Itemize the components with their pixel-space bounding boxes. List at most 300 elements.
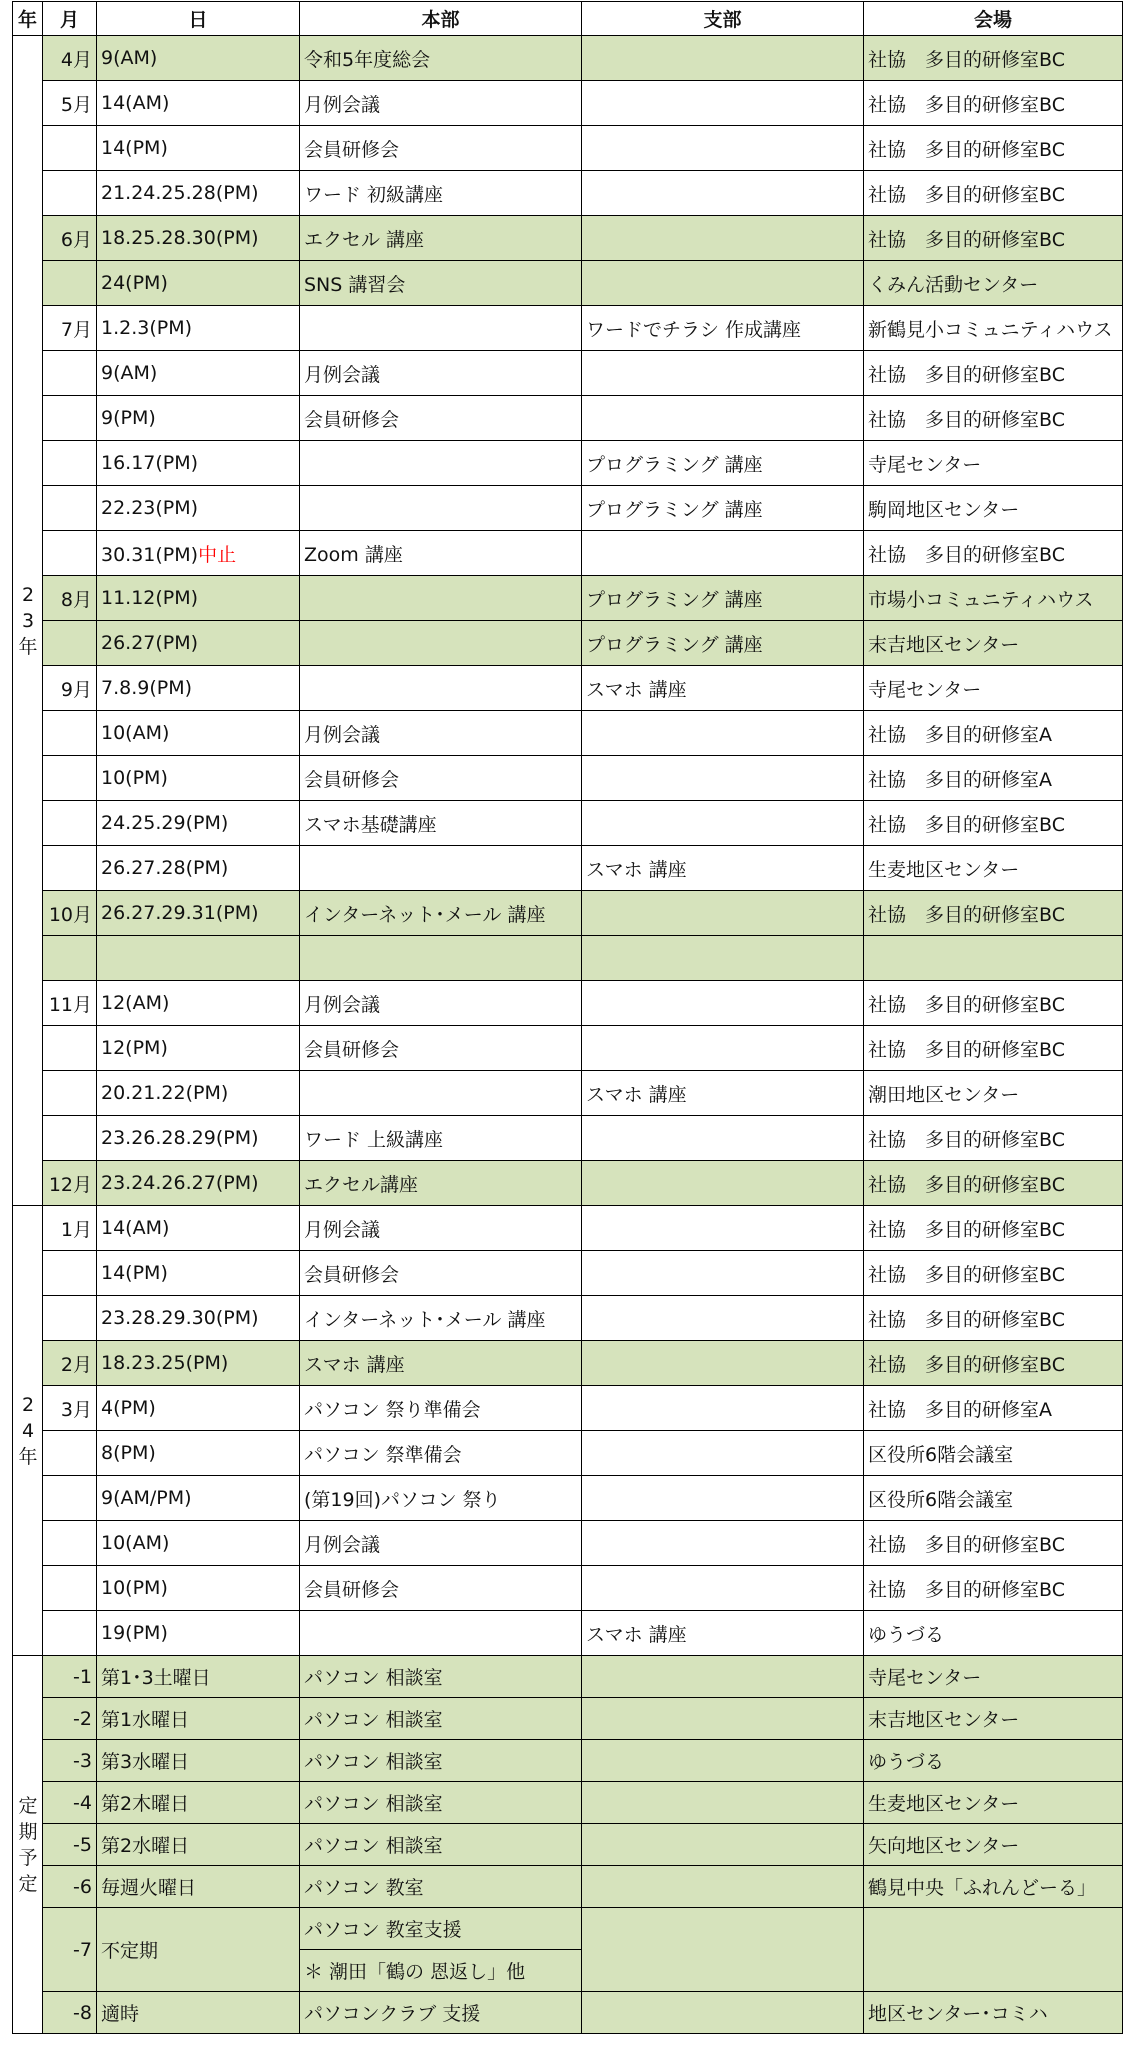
day-cell	[97, 81, 300, 126]
venue-cell: 社協 多目的研修室BC	[864, 1251, 1123, 1296]
day-cell	[97, 351, 300, 396]
hq-cell: 月例会議	[300, 981, 582, 1026]
month-cell: 8月	[43, 576, 97, 621]
month-cell	[43, 846, 97, 891]
day-cell	[97, 1431, 300, 1476]
month-cell: -6	[43, 1866, 97, 1908]
day-cell	[97, 756, 300, 801]
regular-row	[13, 1740, 1123, 1782]
table-row	[13, 711, 1123, 756]
day-cell	[97, 801, 300, 846]
venue-cell: 地区センター･コミハ	[864, 1992, 1123, 2034]
month-cell	[43, 1116, 97, 1161]
table-row	[13, 171, 1123, 216]
table-row	[13, 1431, 1123, 1476]
hq-cell	[300, 576, 582, 621]
day-cell	[97, 1341, 300, 1386]
table-row	[13, 306, 1123, 351]
year-cell	[13, 1206, 43, 1656]
venue-cell: 区役所6階会議室	[864, 1431, 1123, 1476]
venue-cell: くみん活動センター	[864, 261, 1123, 306]
venue-cell: 寺尾センター	[864, 441, 1123, 486]
day-cell: 第1水曜日	[97, 1698, 300, 1740]
day-cell: 第3水曜日	[97, 1740, 300, 1782]
table-row	[13, 351, 1123, 396]
day-cell: 適時	[97, 1992, 300, 2034]
day-cell	[97, 1476, 300, 1521]
cancelled-label: 中止	[198, 543, 237, 566]
month-cell	[43, 1071, 97, 1116]
day-text: 23.24.26.27(PM)	[101, 1172, 259, 1194]
venue-cell: 末吉地区センター	[864, 1698, 1123, 1740]
day-cell	[97, 1071, 300, 1116]
branch-cell	[582, 1386, 864, 1431]
regular-row	[13, 1866, 1123, 1908]
day-cell	[97, 1386, 300, 1431]
day-cell	[97, 126, 300, 171]
header-year: 年	[13, 2, 43, 36]
branch-cell	[582, 1251, 864, 1296]
venue-cell: 新鶴見小コミュニティハウス	[864, 306, 1123, 351]
venue-cell: 市場小コミュニティハウス	[864, 576, 1123, 621]
branch-cell	[582, 1521, 864, 1566]
table-row	[13, 81, 1123, 126]
regular-row	[13, 1908, 1123, 1950]
hq-cell: パソコン 教室	[300, 1866, 582, 1908]
day-cell	[97, 531, 300, 576]
header-hq: 本部	[300, 2, 582, 36]
regular-row	[13, 1782, 1123, 1824]
branch-cell	[582, 1116, 864, 1161]
hq-cell: Zoom 講座	[300, 531, 582, 576]
month-cell	[43, 351, 97, 396]
year-cell	[13, 36, 43, 1206]
venue-cell: 潮田地区センター	[864, 1071, 1123, 1116]
venue-cell: 社協 多目的研修室BC	[864, 1206, 1123, 1251]
day-cell	[97, 171, 300, 216]
day-cell: 不定期	[97, 1908, 300, 1992]
branch-cell	[582, 801, 864, 846]
month-cell	[43, 756, 97, 801]
table-row	[13, 1071, 1123, 1116]
hq-cell: 会員研修会	[300, 396, 582, 441]
branch-cell	[582, 531, 864, 576]
hq-cell: 月例会議	[300, 81, 582, 126]
day-text: 10(PM)	[101, 1577, 168, 1599]
hq-cell: パソコン 祭準備会	[300, 1431, 582, 1476]
table-row	[13, 1206, 1123, 1251]
day-text: 24(PM)	[101, 272, 168, 294]
hq-cell: 会員研修会	[300, 756, 582, 801]
hq-cell: 月例会議	[300, 711, 582, 756]
day-cell: 毎週火曜日	[97, 1866, 300, 1908]
month-cell	[43, 486, 97, 531]
branch-cell	[582, 981, 864, 1026]
table-row	[13, 936, 1123, 981]
branch-cell	[582, 36, 864, 81]
day-text: 30.31(PM)	[101, 543, 199, 566]
hq-cell: ワード 初級講座	[300, 171, 582, 216]
month-cell	[43, 1611, 97, 1656]
day-cell	[97, 936, 300, 981]
day-text: 12(PM)	[101, 1037, 168, 1059]
hq-cell: パソコン 相談室	[300, 1740, 582, 1782]
month-cell: -5	[43, 1824, 97, 1866]
hq-cell: エクセル講座	[300, 1161, 582, 1206]
month-cell	[43, 531, 97, 576]
venue-cell: 社協 多目的研修室A	[864, 711, 1123, 756]
day-text: 14(PM)	[101, 137, 168, 159]
venue-cell: 社協 多目的研修室BC	[864, 1566, 1123, 1611]
day-text: 12(AM)	[101, 992, 170, 1014]
month-cell	[43, 801, 97, 846]
day-text: 26.27.29.31(PM)	[101, 902, 259, 924]
table-row	[13, 261, 1123, 306]
venue-cell: 社協 多目的研修室BC	[864, 351, 1123, 396]
month-cell: -2	[43, 1698, 97, 1740]
venue-cell: 社協 多目的研修室BC	[864, 36, 1123, 81]
venue-cell: 社協 多目的研修室BC	[864, 891, 1123, 936]
day-cell: 第2木曜日	[97, 1782, 300, 1824]
venue-cell: 社協 多目的研修室BC	[864, 216, 1123, 261]
venue-cell: ゆうづる	[864, 1611, 1123, 1656]
hq-cell	[300, 306, 582, 351]
day-cell	[97, 1521, 300, 1566]
month-cell: 7月	[43, 306, 97, 351]
regular-label: 定期予定	[18, 1794, 38, 1895]
month-cell: -7	[43, 1908, 97, 1992]
regular-row	[13, 1992, 1123, 2034]
branch-cell	[582, 1866, 864, 1908]
branch-cell	[582, 1296, 864, 1341]
day-text: 18.23.25(PM)	[101, 1352, 229, 1374]
hq-cell: 会員研修会	[300, 1251, 582, 1296]
day-cell	[97, 396, 300, 441]
day-text: 16.17(PM)	[101, 452, 199, 474]
hq-cell: 令和5年度総会	[300, 36, 582, 81]
branch-cell: プログラミング 講座	[582, 576, 864, 621]
day-cell	[97, 1611, 300, 1656]
venue-cell: 社協 多目的研修室BC	[864, 171, 1123, 216]
schedule-table	[12, 1, 1123, 2034]
table-row	[13, 1476, 1123, 1521]
table-row	[13, 1026, 1123, 1071]
branch-cell	[582, 891, 864, 936]
table-row	[13, 1521, 1123, 1566]
venue-cell: 社協 多目的研修室A	[864, 1386, 1123, 1431]
hq-cell: (第19回)パソコン 祭り	[300, 1476, 582, 1521]
branch-cell	[582, 1698, 864, 1740]
month-cell: 6月	[43, 216, 97, 261]
day-text: 7.8.9(PM)	[101, 677, 193, 699]
table-row	[13, 621, 1123, 666]
venue-cell: 寺尾センター	[864, 1656, 1123, 1698]
hq-cell: パソコン 相談室	[300, 1698, 582, 1740]
day-cell	[97, 891, 300, 936]
month-cell	[43, 936, 97, 981]
hq-cell: パソコン 相談室	[300, 1782, 582, 1824]
month-cell	[43, 1431, 97, 1476]
branch-cell	[582, 126, 864, 171]
day-cell	[97, 666, 300, 711]
table-row	[13, 801, 1123, 846]
month-cell: -4	[43, 1782, 97, 1824]
branch-cell	[582, 756, 864, 801]
month-cell	[43, 621, 97, 666]
table-row	[13, 216, 1123, 261]
hq-cell: 会員研修会	[300, 1026, 582, 1071]
branch-cell	[582, 1566, 864, 1611]
day-text: 10(AM)	[101, 722, 170, 744]
hq-cell: スマホ 講座	[300, 1341, 582, 1386]
hq-cell: ＊ 潮田「鶴の 恩返し」他	[300, 1950, 582, 1992]
day-text: 26.27.28(PM)	[101, 857, 229, 879]
day-text: 24.25.29(PM)	[101, 812, 229, 834]
hq-cell	[300, 441, 582, 486]
hq-cell: インターネット･メール 講座	[300, 891, 582, 936]
hq-cell	[300, 1611, 582, 1656]
table-row	[13, 1116, 1123, 1161]
day-cell	[97, 711, 300, 756]
month-cell: -1	[43, 1656, 97, 1698]
branch-cell	[582, 1908, 864, 1992]
venue-cell: 社協 多目的研修室BC	[864, 1026, 1123, 1071]
hq-cell: スマホ基礎講座	[300, 801, 582, 846]
day-cell	[97, 621, 300, 666]
day-text: 4(PM)	[101, 1397, 156, 1419]
day-cell	[97, 1161, 300, 1206]
branch-cell	[582, 1206, 864, 1251]
day-text: 23.26.28.29(PM)	[101, 1127, 259, 1149]
month-cell	[43, 1296, 97, 1341]
day-cell	[97, 216, 300, 261]
hq-cell: 会員研修会	[300, 126, 582, 171]
month-cell: 9月	[43, 666, 97, 711]
day-text: 20.21.22(PM)	[101, 1082, 229, 1104]
day-cell	[97, 1296, 300, 1341]
hq-cell: 月例会議	[300, 351, 582, 396]
table-row	[13, 126, 1123, 171]
hq-cell: エクセル 講座	[300, 216, 582, 261]
month-cell: 4月	[43, 36, 97, 81]
table-row	[13, 891, 1123, 936]
branch-cell	[582, 1431, 864, 1476]
day-text: 23.28.29.30(PM)	[101, 1307, 259, 1329]
branch-cell: スマホ 講座	[582, 1071, 864, 1116]
schedule-body	[13, 36, 1123, 2034]
day-cell: 第2水曜日	[97, 1824, 300, 1866]
venue-cell: 社協 多目的研修室A	[864, 756, 1123, 801]
branch-cell	[582, 1782, 864, 1824]
day-text: 11.12(PM)	[101, 587, 199, 609]
branch-cell: プログラミング 講座	[582, 441, 864, 486]
year-label: 24年	[18, 1393, 38, 1468]
venue-cell: 社協 多目的研修室BC	[864, 531, 1123, 576]
month-cell	[43, 1521, 97, 1566]
year-cell	[13, 1656, 43, 2034]
branch-cell	[582, 1992, 864, 2034]
day-cell	[97, 1206, 300, 1251]
venue-cell: 鶴見中央「ふれんどーる」	[864, 1866, 1123, 1908]
month-cell	[43, 1026, 97, 1071]
day-text: 14(AM)	[101, 92, 170, 114]
day-text: 10(PM)	[101, 767, 168, 789]
month-cell	[43, 1566, 97, 1611]
branch-cell	[582, 216, 864, 261]
branch-cell	[582, 1656, 864, 1698]
month-cell	[43, 261, 97, 306]
table-row	[13, 1566, 1123, 1611]
venue-cell: 社協 多目的研修室BC	[864, 1521, 1123, 1566]
venue-cell: 寺尾センター	[864, 666, 1123, 711]
branch-cell	[582, 936, 864, 981]
month-cell	[43, 171, 97, 216]
branch-cell	[582, 351, 864, 396]
header-venue: 会場	[864, 2, 1123, 36]
branch-cell	[582, 396, 864, 441]
month-cell	[43, 711, 97, 756]
hq-cell: インターネット･メール 講座	[300, 1296, 582, 1341]
day-text: 9(AM)	[101, 362, 158, 384]
venue-cell: 社協 多目的研修室BC	[864, 1341, 1123, 1386]
hq-cell: ワード 上級講座	[300, 1116, 582, 1161]
hq-cell: パソコン 教室支援	[300, 1908, 582, 1950]
day-text: 19(PM)	[101, 1622, 168, 1644]
regular-row	[13, 1698, 1123, 1740]
venue-cell: ゆうづる	[864, 1740, 1123, 1782]
table-row	[13, 531, 1123, 576]
day-cell	[97, 441, 300, 486]
hq-cell: 月例会議	[300, 1206, 582, 1251]
branch-cell: スマホ 講座	[582, 846, 864, 891]
day-cell	[97, 261, 300, 306]
month-cell	[43, 1251, 97, 1296]
hq-cell: パソコン 祭り準備会	[300, 1386, 582, 1431]
day-text: 9(AM/PM)	[101, 1487, 192, 1509]
day-cell	[97, 1026, 300, 1071]
table-row	[13, 36, 1123, 81]
day-text: 9(AM)	[101, 47, 158, 69]
hq-cell	[300, 621, 582, 666]
branch-cell	[582, 1740, 864, 1782]
day-cell: 第1･3土曜日	[97, 1656, 300, 1698]
day-text: 14(AM)	[101, 1217, 170, 1239]
table-row	[13, 576, 1123, 621]
table-row	[13, 846, 1123, 891]
table-row	[13, 981, 1123, 1026]
table-row	[13, 1161, 1123, 1206]
day-cell	[97, 1566, 300, 1611]
day-cell	[97, 306, 300, 351]
day-cell	[97, 981, 300, 1026]
day-cell	[97, 846, 300, 891]
branch-cell	[582, 1476, 864, 1521]
venue-cell: 社協 多目的研修室BC	[864, 1116, 1123, 1161]
header-row	[13, 2, 1123, 36]
month-cell: 2月	[43, 1341, 97, 1386]
hq-cell: パソコンクラブ 支援	[300, 1992, 582, 2034]
venue-cell: 社協 多目的研修室BC	[864, 981, 1123, 1026]
venue-cell	[864, 1908, 1123, 1992]
table-row	[13, 1341, 1123, 1386]
branch-cell	[582, 1341, 864, 1386]
day-text: 21.24.25.28(PM)	[101, 182, 259, 204]
branch-cell	[582, 1161, 864, 1206]
branch-cell	[582, 261, 864, 306]
table-row	[13, 441, 1123, 486]
day-text: 9(PM)	[101, 407, 156, 429]
branch-cell	[582, 171, 864, 216]
hq-cell	[300, 1071, 582, 1116]
branch-cell	[582, 711, 864, 756]
month-cell: 12月	[43, 1161, 97, 1206]
month-cell: 11月	[43, 981, 97, 1026]
branch-cell: プログラミング 講座	[582, 486, 864, 531]
hq-cell	[300, 846, 582, 891]
venue-cell: 駒岡地区センター	[864, 486, 1123, 531]
day-text: 1.2.3(PM)	[101, 317, 193, 339]
branch-cell	[582, 1026, 864, 1071]
venue-cell: 生麦地区センター	[864, 1782, 1123, 1824]
hq-cell: パソコン 相談室	[300, 1824, 582, 1866]
year-label: 23年	[18, 583, 38, 658]
month-cell	[43, 1476, 97, 1521]
hq-cell	[300, 666, 582, 711]
branch-cell: スマホ 講座	[582, 666, 864, 711]
venue-cell: 末吉地区センター	[864, 621, 1123, 666]
table-row	[13, 396, 1123, 441]
day-text: 14(PM)	[101, 1262, 168, 1284]
branch-cell: プログラミング 講座	[582, 621, 864, 666]
venue-cell: 社協 多目的研修室BC	[864, 801, 1123, 846]
day-cell	[97, 1251, 300, 1296]
month-cell: -8	[43, 1992, 97, 2034]
day-cell	[97, 576, 300, 621]
day-cell	[97, 1116, 300, 1161]
day-text: 22.23(PM)	[101, 497, 199, 519]
table-row	[13, 666, 1123, 711]
month-cell: 10月	[43, 891, 97, 936]
branch-cell	[582, 81, 864, 126]
hq-cell	[300, 936, 582, 981]
venue-cell: 社協 多目的研修室BC	[864, 1161, 1123, 1206]
header-month: 月	[43, 2, 97, 36]
month-cell: -3	[43, 1740, 97, 1782]
day-cell	[97, 36, 300, 81]
hq-cell: パソコン 相談室	[300, 1656, 582, 1698]
branch-cell: ワードでチラシ 作成講座	[582, 306, 864, 351]
day-cell	[97, 486, 300, 531]
month-cell: 3月	[43, 1386, 97, 1431]
branch-cell	[582, 1824, 864, 1866]
venue-cell: 社協 多目的研修室BC	[864, 126, 1123, 171]
hq-cell: SNS 講習会	[300, 261, 582, 306]
venue-cell	[864, 936, 1123, 981]
table-row	[13, 756, 1123, 801]
day-text: 18.25.28.30(PM)	[101, 227, 259, 249]
venue-cell: 矢向地区センター	[864, 1824, 1123, 1866]
table-row	[13, 1251, 1123, 1296]
hq-cell: 会員研修会	[300, 1566, 582, 1611]
header-day: 日	[97, 2, 300, 36]
month-cell: 1月	[43, 1206, 97, 1251]
venue-cell: 生麦地区センター	[864, 846, 1123, 891]
month-cell	[43, 441, 97, 486]
header-branch: 支部	[582, 2, 864, 36]
month-cell	[43, 126, 97, 171]
day-text: 8(PM)	[101, 1442, 156, 1464]
venue-cell: 社協 多目的研修室BC	[864, 1296, 1123, 1341]
